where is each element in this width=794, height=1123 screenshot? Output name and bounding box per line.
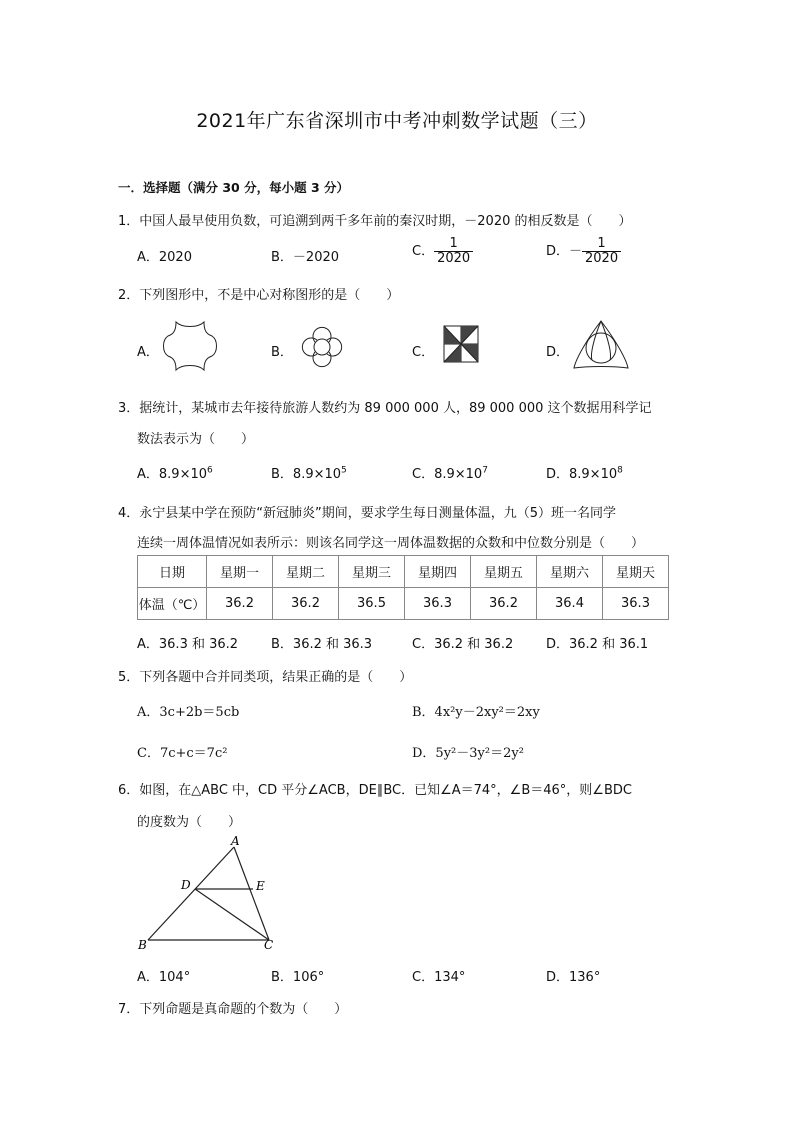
vertex-label-d: D (181, 878, 191, 892)
table-cell: 日期 (138, 556, 207, 588)
shape-c-pinwheel-figure (442, 323, 482, 367)
q5-option-d: D．5y²－3y²＝2y² (412, 746, 524, 761)
q1-option-c-fraction (434, 237, 473, 266)
fraction-denominator: 2020 (585, 251, 619, 266)
q3-option-d (546, 463, 623, 482)
q1-option-d-label: D．－ (546, 244, 583, 259)
vertex-label-c: C (264, 938, 274, 952)
q3-option-c (412, 463, 488, 482)
q4-option-a: A．36.3 和 36.2 (137, 637, 239, 652)
section-heading: 一．选择题（满分 30 分，每小题 3 分） (118, 180, 350, 195)
fraction-denominator: 2020 (437, 251, 471, 266)
q3-option-d-base: D．8.9×10 (546, 467, 618, 482)
q1-option-a: A．2020 (137, 250, 192, 265)
q4-option-d: D．36.2 和 36.1 (546, 637, 649, 652)
table-cell: 36.3 (603, 588, 669, 620)
question-2-stem: 2．下列图形中，不是中心对称图形的是（ ） (118, 288, 400, 303)
q3-option-a-base: A．8.9×10 (137, 467, 208, 482)
vertex-label-a: A (231, 834, 240, 848)
question-3-stem-line1: 3．据统计，某城市去年接待旅游人数约为 89 000 000 人，89 000 000 这个数据用科学记 (118, 401, 652, 416)
q3-option-b-exponent: 5 (341, 465, 347, 476)
q3-option-b (271, 463, 347, 482)
q2-option-c: C． (412, 345, 435, 360)
q6-option-a: A．104° (137, 970, 191, 985)
q4-option-b: B．36.2 和 36.3 (271, 637, 373, 652)
page-title: 2021年广东省深圳市中考冲刺数学试题（三） (196, 110, 598, 132)
q6-option-d: D．136° (546, 970, 601, 985)
fraction-numerator: 1 (582, 237, 621, 252)
q3-option-c-exponent: 7 (482, 465, 488, 476)
q6-option-b: B．106° (271, 970, 325, 985)
temperature-table (137, 555, 669, 620)
q3-option-b-base: B．8.9×10 (271, 467, 342, 482)
vertex-label-b: B (138, 938, 147, 952)
table-cell: 星期三 (339, 556, 405, 588)
triangle-abc-diagram (135, 832, 285, 957)
q6-option-c: C．134° (412, 970, 466, 985)
table-cell: 36.2 (471, 588, 537, 620)
table-row (138, 556, 669, 588)
table-cell: 星期五 (471, 556, 537, 588)
question-6-stem-line1: 6．如图，在△ABC 中，CD 平分∠ACB，DE∥BC．已知∠A＝74°，∠B＝46°，则∠BDC (118, 783, 632, 798)
table-cell: 星期二 (273, 556, 339, 588)
question-4-stem-line2: 连续一周体温情况如表所示：则该名同学这一周体温数据的众数和中位数分别是（ ） (137, 536, 645, 551)
q2-option-b: B． (271, 345, 293, 360)
table-cell: 星期四 (405, 556, 471, 588)
shape-a-curved-figure (160, 318, 220, 374)
shape-d-triquetra-figure (570, 318, 632, 372)
table-cell: 星期天 (603, 556, 669, 588)
q2-option-a: A． (137, 345, 159, 360)
q1-option-b: B．－2020 (271, 250, 340, 265)
q1-option-d (546, 237, 621, 266)
q1-option-c-label: C． (412, 244, 435, 259)
question-1-stem: 1．中国人最早使用负数，可追溯到两千多年前的秦汉时期，－2020 的相反数是（ ） (118, 214, 632, 229)
q1-option-d-fraction (582, 237, 621, 266)
table-cell: 36.2 (273, 588, 339, 620)
q5-option-a: A．3c+2b＝5cb (137, 705, 240, 720)
q3-option-c-base: C．8.9×10 (412, 467, 483, 482)
q2-option-d: D． (546, 345, 570, 360)
question-5-stem: 5．下列各题中合并同类项，结果正确的是（ ） (118, 670, 413, 685)
q4-option-c: C．36.2 和 36.2 (412, 637, 514, 652)
table-cell: 36.3 (405, 588, 471, 620)
table-cell: 星期一 (207, 556, 273, 588)
q5-option-b: B．4x²y－2xy²＝2xy (412, 705, 540, 720)
table-cell: 36.5 (339, 588, 405, 620)
vertex-label-e: E (256, 879, 265, 893)
question-4-stem-line1: 4．永宁县某中学在预防“新冠肺炎”期间，要求学生每日测量体温，九（5）班一名同学 (118, 506, 617, 521)
table-cell: 体温（℃） (138, 588, 207, 620)
table-cell: 36.4 (537, 588, 603, 620)
table-row (138, 588, 669, 620)
shape-b-flower-figure (296, 322, 348, 372)
question-3-stem-line2: 数法表示为（ ） (137, 432, 255, 447)
q3-option-a (137, 463, 213, 482)
q3-option-a-exponent: 6 (207, 465, 213, 476)
q5-option-c: C．7c+c＝7c² (137, 746, 228, 761)
q3-option-d-exponent: 8 (617, 465, 623, 476)
table-cell: 36.2 (207, 588, 273, 620)
fraction-numerator: 1 (434, 237, 473, 252)
question-6-stem-line2: 的度数为（ ） (137, 815, 242, 830)
table-cell: 星期六 (537, 556, 603, 588)
question-7-stem: 7．下列命题是真命题的个数为（ ） (118, 1002, 348, 1017)
q1-option-c (412, 237, 473, 266)
